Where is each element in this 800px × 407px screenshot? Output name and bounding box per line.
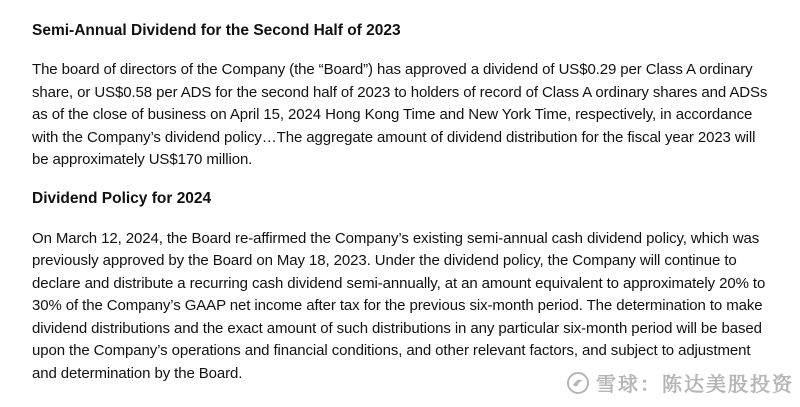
document-body bbox=[32, 20, 772, 385]
section-heading-dividend-policy: Dividend Policy for 2024 bbox=[32, 189, 212, 207]
section-heading-semi-annual-dividend: Semi-Annual Dividend for the Second Half of 2023 bbox=[32, 22, 401, 39]
watermark bbox=[566, 368, 794, 397]
section-paragraph-semi-annual-dividend: The board of directors of the Company (the “Board”) has approved a dividend of US$0.29 per Class A ordinary share, or US$0.58 per ADS for the second half of 2023 to holders of record of Class A ordinary shares and ADSs as of the close of business on April 15, 2024 Hong Kong Time and New York Time, respectively, in accordance with the Company’s dividend policy…The aggregate amount of dividend distribution for the fiscal year 2023 will be approximately US$170 million. bbox=[32, 61, 768, 168]
snowball-logo-icon bbox=[566, 371, 590, 395]
section-paragraph-dividend-policy: On March 12, 2024, the Board re-affirmed the Company’s existing semi-annual cash dividend policy, which was previously approved by the Board on May 18, 2023. Under the dividend policy, the Company will continue to declare and distribute a recurring cash dividend semi-annually, at an amount equivalent to approximately 20% to 30% of the Company’s GAAP net income after tax for the previous six-month period. The determination to make dividend distributions and the exact amount of such distributions in any particular six-month period will be based upon the Company’s operations and financial conditions, and other relevant factors, and subject to adjustment and determination by the Board. bbox=[32, 229, 766, 382]
watermark-text: 雪球：陈达美股投资 bbox=[596, 372, 794, 396]
